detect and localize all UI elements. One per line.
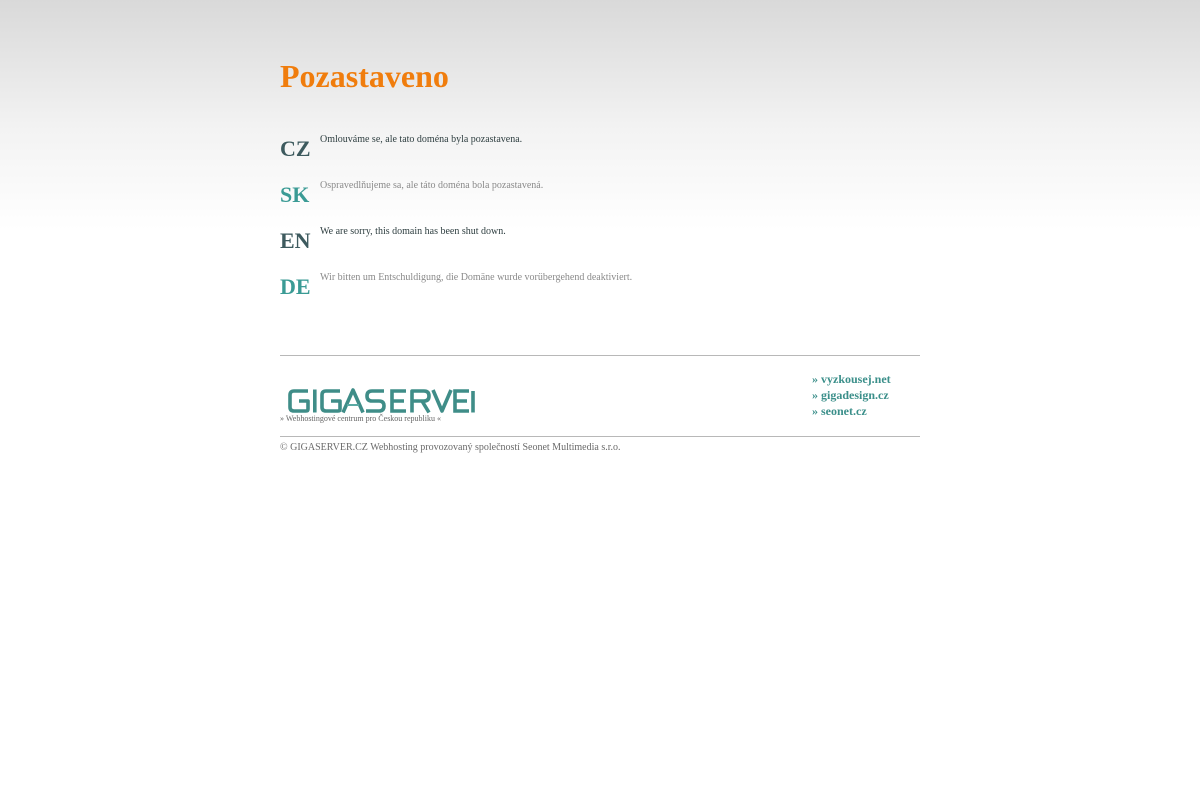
lang-row-de — [280, 274, 920, 304]
link-gigadesign[interactable]: » gigadesign.cz — [812, 388, 889, 402]
page-title: Pozastaveno — [280, 58, 449, 94]
link-seonet[interactable]: » seonet.cz — [812, 404, 867, 418]
partner-links — [812, 371, 922, 419]
gigaserver-logo[interactable] — [288, 385, 478, 415]
lang-code-sk: SK — [280, 182, 310, 207]
lang-row-en — [280, 228, 920, 258]
lang-row-sk — [280, 182, 920, 212]
footer-bottom-divider — [280, 436, 920, 437]
lang-row-cz — [280, 136, 920, 166]
lang-message-en: We are sorry, this domain has been shut down. — [320, 226, 506, 237]
lang-message-cz: Omlouváme se, ale tato doména byla pozastavena. — [320, 134, 523, 145]
footer-top-divider — [280, 355, 920, 356]
gigaserver-logo-icon — [288, 385, 478, 415]
lang-message-de: Wir bitten um Entschuldigung, die Domäne wurde vorübergehend deaktiviert. — [320, 272, 633, 283]
lang-code-cz: CZ — [280, 136, 311, 161]
lang-code-de: DE — [280, 274, 311, 299]
link-vyzkousej[interactable]: » vyzkousej.net — [812, 372, 891, 386]
lang-message-sk: Ospravedlňujeme sa, ale táto doména bola pozastavená. — [320, 180, 544, 191]
copyright-text: © GIGASERVER.CZ Webhosting provozovaný společností Seonet Multimedia s.r.o. — [280, 442, 621, 453]
lang-code-en: EN — [280, 228, 311, 253]
logo-tagline: » Webhostingové centrum pro Českou republiku « — [280, 414, 441, 423]
